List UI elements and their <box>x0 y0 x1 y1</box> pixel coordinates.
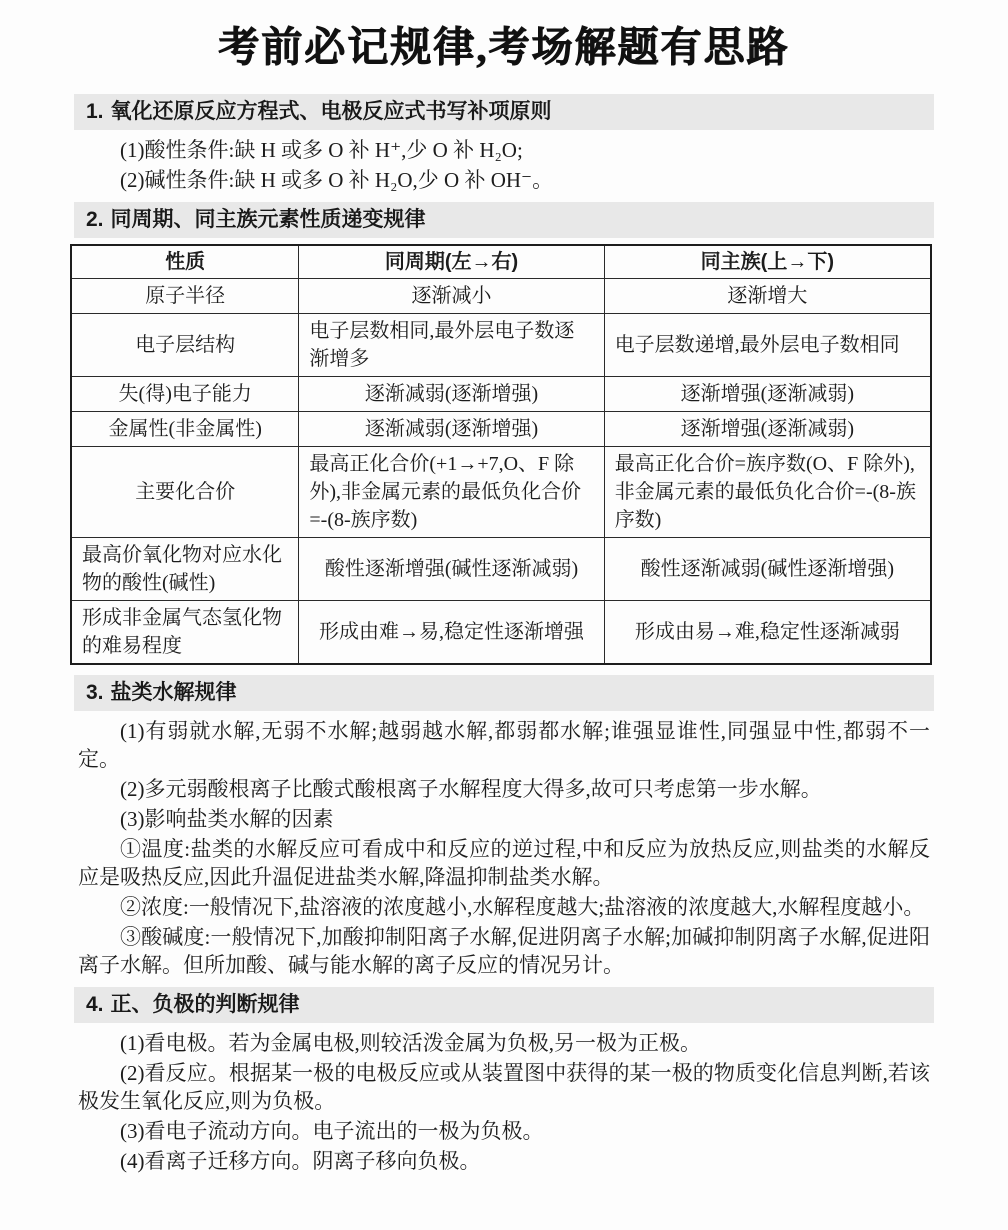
table-cell: 主要化合价 <box>71 447 299 538</box>
table-cell: 形成非金属气态氢化物的难易程度 <box>71 601 299 665</box>
section-heading-3 <box>74 675 934 711</box>
column-header: 同周期(左→右) <box>299 245 604 279</box>
paragraph: (1)看电极。若为金属电极,则较活泼金属为负极,另一极为正极。 <box>120 1031 701 1055</box>
table-cell: 酸性逐渐增强(碱性逐渐减弱) <box>299 538 604 601</box>
table-cell: 电子层数递增,最外层电子数相同 <box>604 314 931 377</box>
column-header: 同主族(上→下) <box>604 245 931 279</box>
table-cell: 逐渐增大 <box>604 279 931 314</box>
paragraph: (2)看反应。根据某一极的电极反应或从装置图中获得的某一极的物质变化信息判断,若该极发生氧化反应,则为负极。 <box>78 1061 930 1113</box>
column-header: 性质 <box>71 245 299 279</box>
table-cell: 逐渐减弱(逐渐增强) <box>299 412 604 447</box>
section-number: 4. <box>86 993 104 1016</box>
section-number: 2. <box>86 208 104 231</box>
page-title: 考前必记规律,考场解题有思路 <box>218 24 790 70</box>
paragraph: (2)碱性条件:缺 H 或多 O 补 H₂O,少 O 补 OH⁻。 <box>120 168 554 192</box>
element-properties-table <box>70 244 932 665</box>
table-cell: 逐渐增强(逐渐减弱) <box>604 412 931 447</box>
section-number: 1. <box>86 100 104 123</box>
section-heading-4 <box>74 987 934 1023</box>
table-row <box>71 377 931 412</box>
table-cell: 逐渐增强(逐渐减弱) <box>604 377 931 412</box>
table-cell: 逐渐减小 <box>299 279 604 314</box>
paragraph: (2)多元弱酸根离子比酸式酸根离子水解程度大得多,故可只考虑第一步水解。 <box>120 777 822 801</box>
table-cell: 原子半径 <box>71 279 299 314</box>
table-row <box>71 538 931 601</box>
paragraph: (1)有弱就水解,无弱不水解;越弱越水解,都弱都水解;谁强显谁性,同强显中性,都弱不一定。 <box>78 719 930 771</box>
section-title: 同周期、同主族元素性质递变规律 <box>110 208 426 231</box>
paragraph: ③酸碱度:一般情况下,加酸抑制阳离子水解,促进阴离子水解;加碱抑制阴离子水解,促进阳离子水解。但所加酸、碱与能水解的离子反应的情况另计。 <box>78 925 930 977</box>
section-heading-2 <box>74 202 934 238</box>
table-header-row <box>71 245 931 279</box>
section-title: 氧化还原反应方程式、电极反应式书写补项原则 <box>110 100 552 123</box>
section-1-paragraphs <box>78 136 930 194</box>
section-heading-1 <box>74 94 934 130</box>
paragraph: (3)影响盐类水解的因素 <box>120 807 334 831</box>
paragraph: (4)看离子迁移方向。阴离子移向负极。 <box>120 1149 481 1173</box>
paragraph: ①温度:盐类的水解反应可看成中和反应的逆过程,中和反应为放热反应,则盐类的水解反应是吸热反应,因此升温促进盐类水解,降温抑制盐类水解。 <box>78 837 930 889</box>
table-row <box>71 314 931 377</box>
section-title: 正、负极的判断规律 <box>110 993 300 1016</box>
section-number: 3. <box>86 681 104 704</box>
table-cell: 金属性(非金属性) <box>71 412 299 447</box>
table-cell: 失(得)电子能力 <box>71 377 299 412</box>
table-row <box>71 279 931 314</box>
table-cell: 最高价氧化物对应水化物的酸性(碱性) <box>71 538 299 601</box>
table-cell: 最高正化合价(+1→+7,O、F 除外),非金属元素的最低负化合价=-(8-族序数) <box>299 447 604 538</box>
section-title: 盐类水解规律 <box>110 681 237 704</box>
table-cell: 电子层结构 <box>71 314 299 377</box>
section-4-paragraphs <box>78 1029 930 1175</box>
paragraph: (3)看电子流动方向。电子流出的一极为负极。 <box>120 1119 544 1143</box>
table-cell: 形成由易→难,稳定性逐渐减弱 <box>604 601 931 665</box>
table-cell: 酸性逐渐减弱(碱性逐渐增强) <box>604 538 931 601</box>
table-row <box>71 412 931 447</box>
paragraph: ②浓度:一般情况下,盐溶液的浓度越小,水解程度越大;盐溶液的浓度越大,水解程度越小。 <box>120 895 925 919</box>
table-cell: 电子层数相同,最外层电子数逐渐增多 <box>299 314 604 377</box>
table-cell: 逐渐减弱(逐渐增强) <box>299 377 604 412</box>
table-row <box>71 601 931 665</box>
table-cell: 最高正化合价=族序数(O、F 除外),非金属元素的最低负化合价=-(8-族序数) <box>604 447 931 538</box>
table-row <box>71 447 931 538</box>
paragraph: (1)酸性条件:缺 H 或多 O 补 H⁺,少 O 补 H₂O; <box>120 138 523 162</box>
table-cell: 形成由难→易,稳定性逐渐增强 <box>299 601 604 665</box>
section-3-paragraphs <box>78 717 930 979</box>
